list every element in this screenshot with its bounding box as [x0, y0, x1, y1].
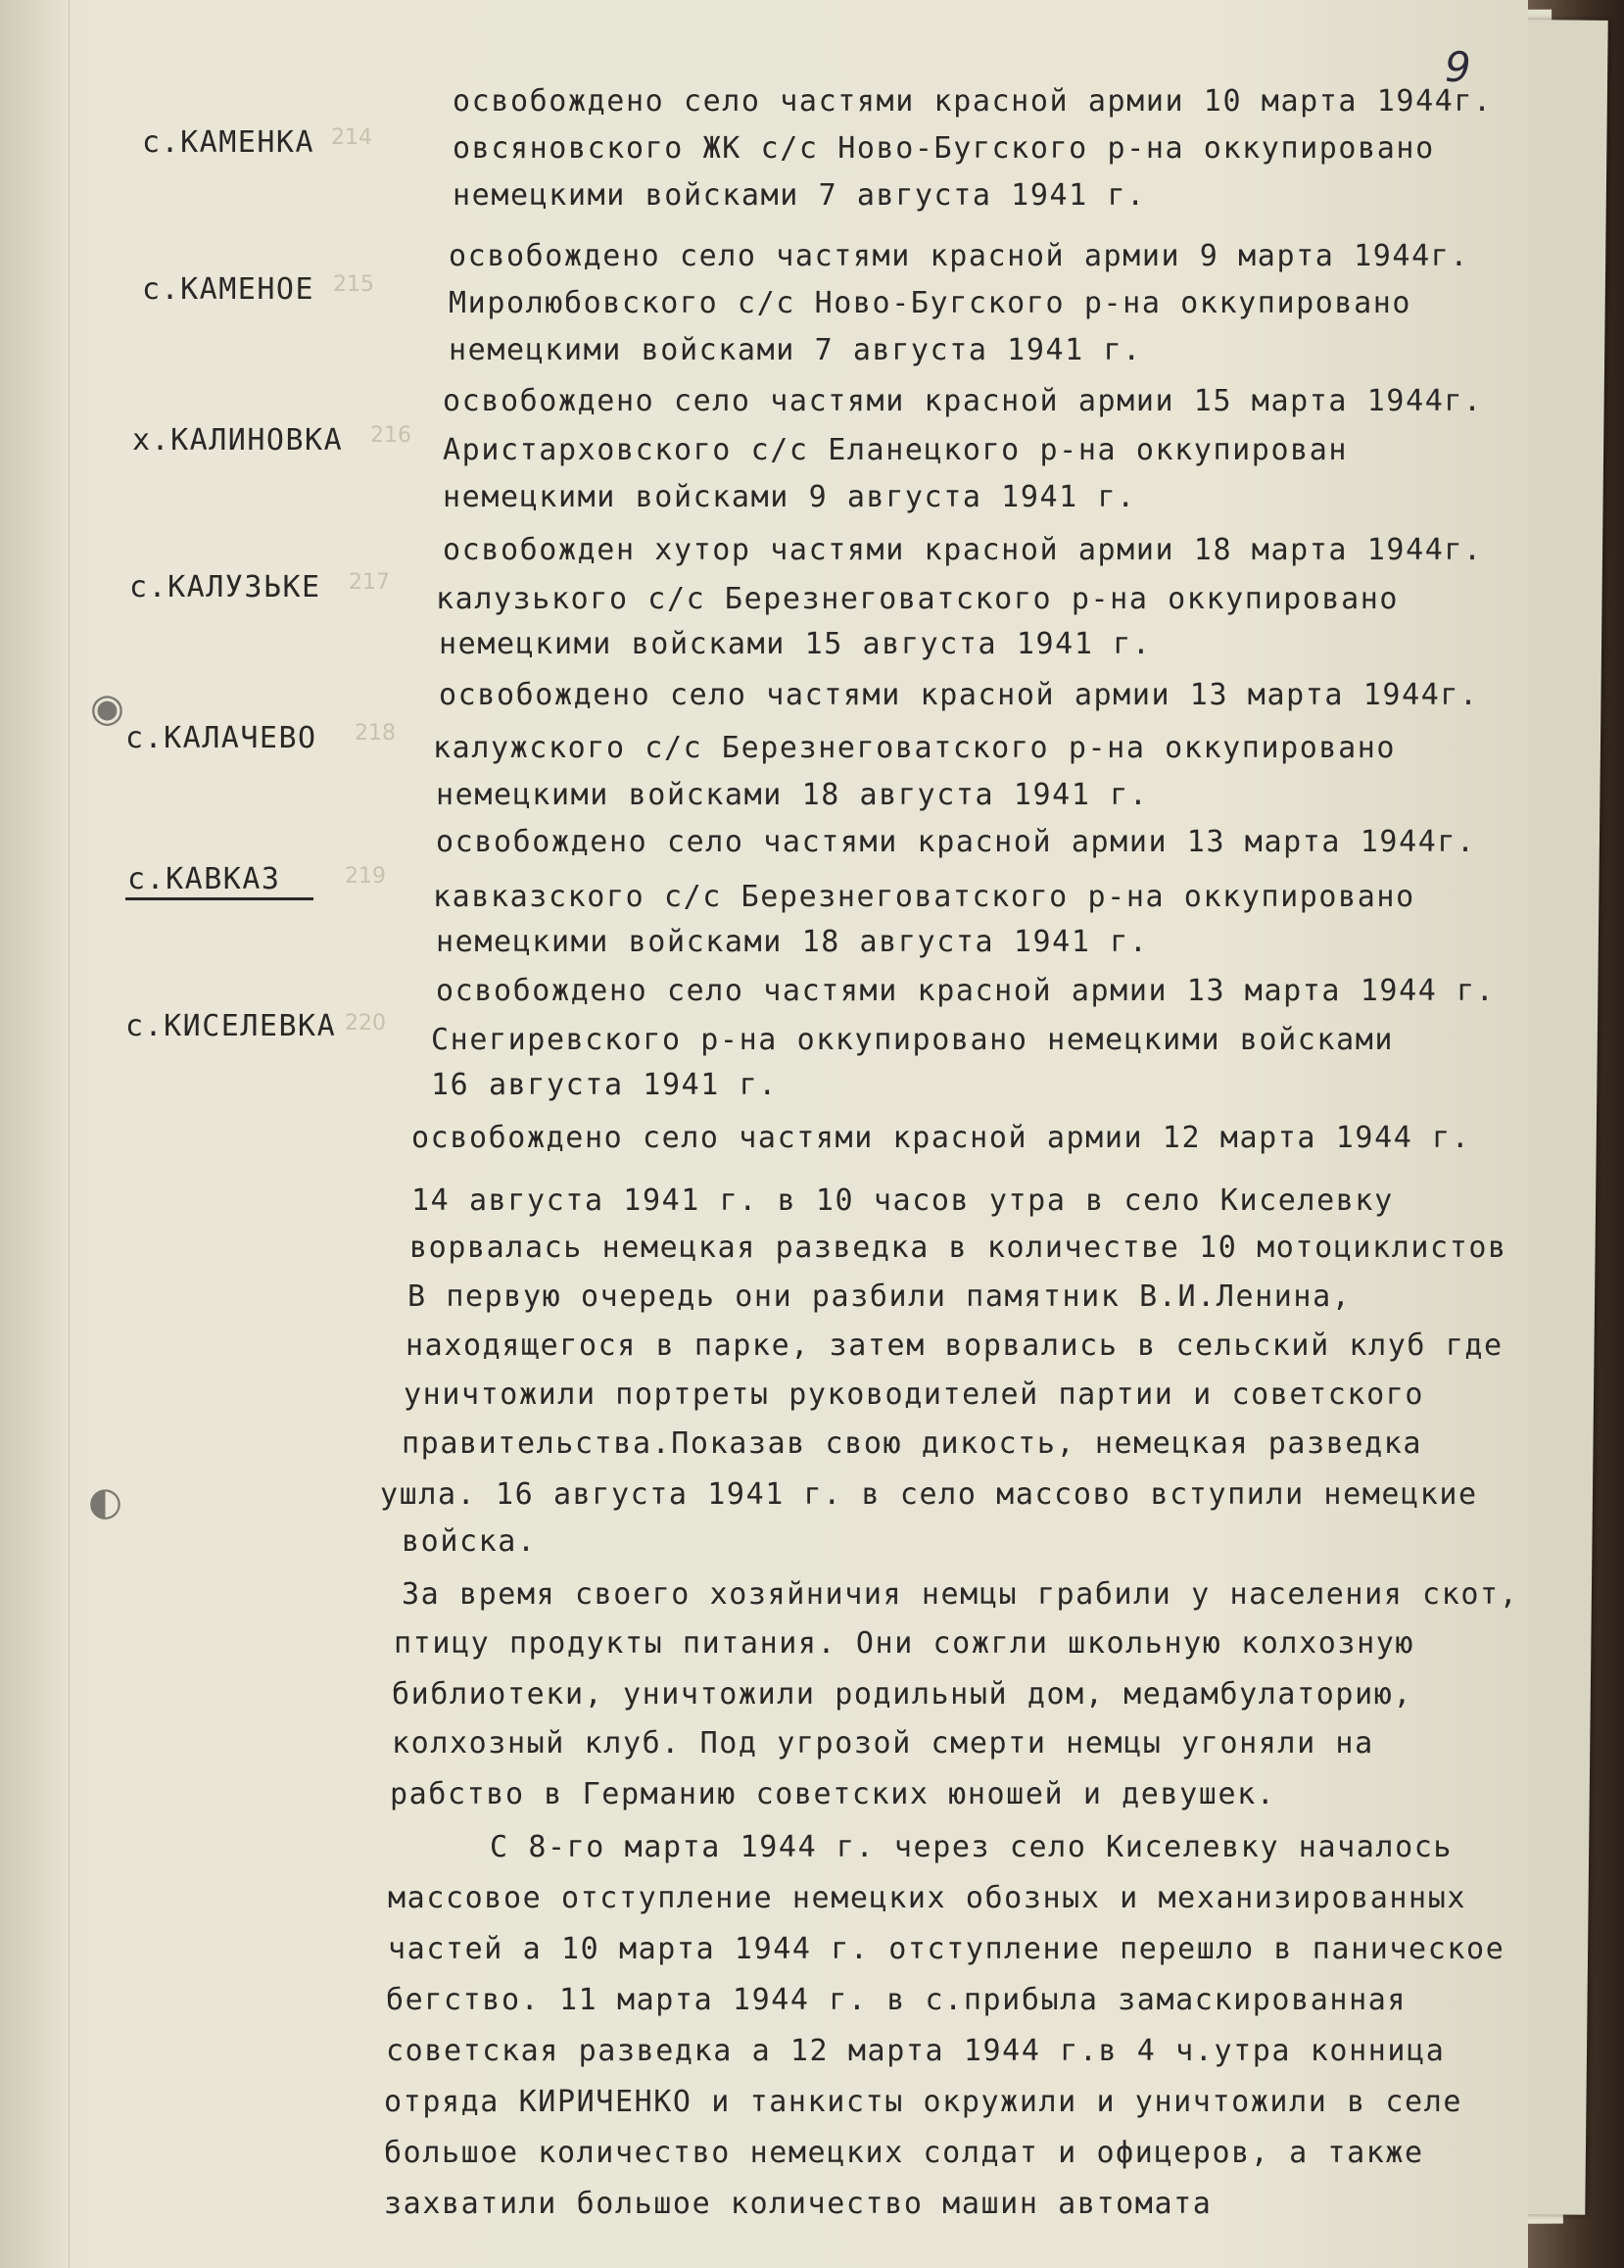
entry-line: освобождено село частями красной армии 12 марта 1944 г. [411, 1121, 1471, 1155]
narrative-line: рабство в Германию советских юношей и девушек. [390, 1777, 1276, 1811]
narrative-line: правительства.Показав свою дикость, немецкая разведка [402, 1426, 1423, 1461]
narrative-line: 14 августа 1941 г. в 10 часов утра в село Киселевку [411, 1183, 1394, 1218]
entry-line: освобождено село частями красной армии 13 марта 1944г. [436, 825, 1476, 859]
village-name: с.КИСЕЛЕВКА [125, 1009, 337, 1043]
entry-line: овсяновского ЖК с/с Ново-Бугского р-на оккупировано [453, 131, 1435, 166]
entry-line: Аристарховского с/с Еланецкого р-на оккупирован [443, 433, 1349, 467]
narrative-line: библиотеки, уничтожили родильный дом, медамбулаторию, [392, 1677, 1413, 1712]
stamp-mark: ◐ [88, 1479, 122, 1524]
margin-number: 216 [370, 423, 411, 448]
margin-number: 217 [349, 570, 390, 595]
village-underline [125, 897, 313, 900]
stamp-mark: ◉ [90, 686, 124, 731]
narrative-line: отряда КИРИЧЕНКО и танкисты окружили и уничтожили в селе [384, 2085, 1463, 2119]
narrative-line: ворвалась немецкая разведка в количестве 10 мотоциклистов [409, 1231, 1507, 1265]
margin-number: 215 [333, 272, 374, 297]
entry-line: освобождено село частями красной армии 10 марта 1944г. [453, 84, 1493, 119]
narrative-line: птицу продукты питания. Они сожгли школьную колхозную [394, 1626, 1415, 1661]
entry-line: освобождено село частями красной армии 9 марта 1944г. [449, 239, 1470, 273]
entry-line: Миролюбовского с/с Ново-Бугского р-на оккупировано [449, 286, 1412, 320]
margin-number: 218 [355, 721, 396, 746]
entry-line: немецкими войсками 7 августа 1941 г. [453, 178, 1146, 213]
narrative-line: большое количество немецких солдат и офицеров, а также [384, 2136, 1424, 2170]
entry-line: немецкими войсками 9 августа 1941 г. [443, 480, 1136, 514]
narrative-line: ушла. 16 августа 1941 г. в село массово вступили немецкие [380, 1477, 1478, 1512]
entry-line: Снегиревского р-на оккупировано немецкими войсками [431, 1023, 1395, 1057]
entry-line: калузького с/с Березнеговатского р-на оккупировано [436, 582, 1400, 616]
entry-line: немецкими войсками 15 августа 1941 г. [439, 627, 1152, 661]
narrative-line: советская разведка а 12 марта 1944 г.в 4 ч.утра конница [386, 2034, 1446, 2068]
entry-line: освобождено село частями красной армии 15 марта 1944г. [443, 384, 1483, 418]
margin-number: 219 [345, 864, 386, 889]
village-name: с.КАЛУЗЬКЕ [129, 570, 321, 604]
narrative-line: находящегося в парке, затем ворвались в сельский клуб где [406, 1328, 1504, 1363]
entry-line: кавказского с/с Березнеговатского р-на оккупировано [433, 880, 1415, 914]
village-name: с.КАМЕНКА [142, 125, 315, 160]
village-name: с.КАВКАЗ [127, 862, 281, 896]
margin-number: 220 [345, 1011, 386, 1036]
village-name: х.КАЛИНОВКА [132, 423, 344, 458]
narrative-line: массовое отступление немецких обозных и механизированных [388, 1881, 1467, 1915]
narrative-line: За время своего хозяйничия немцы грабили у населения скот, [402, 1577, 1519, 1612]
entry-line: немецкими войсками 18 августа 1941 г. [436, 925, 1149, 959]
binding-margin [0, 0, 70, 2268]
narrative-line: захватили большое количество машин автомата [384, 2187, 1213, 2221]
entry-line: освобождено село частями красной армии 13 марта 1944г. [439, 678, 1479, 712]
village-name: с.КАМЕНОЕ [142, 272, 315, 307]
entry-line: 16 августа 1941 г. [431, 1068, 778, 1102]
page-number: 9 [1445, 43, 1471, 91]
entry-line: калужского с/с Березнеговатского р-на оккупировано [433, 731, 1397, 765]
narrative-line: частей а 10 марта 1944 г. отступление перешло в паническое [388, 1932, 1505, 1966]
entry-line: освобождено село частями красной армии 13 марта 1944 г. [436, 974, 1496, 1008]
narrative-line: бегство. 11 марта 1944 г. в с.прибыла замаскированная [386, 1983, 1408, 2017]
narrative-line: войска. [402, 1524, 537, 1559]
narrative-line: уничтожили портреты руководителей партии и советского [404, 1377, 1425, 1412]
entry-line: немецкими войсками 18 августа 1941 г. [436, 778, 1149, 812]
narrative-line: В первую очередь они разбили памятник В.И.Ленина, [407, 1279, 1352, 1314]
margin-number: 214 [331, 125, 372, 150]
entry-line: немецкими войсками 7 августа 1941 г. [449, 333, 1142, 367]
narrative-line: С 8-го марта 1944 г. через село Киселевку началось [490, 1830, 1454, 1864]
entry-line: освобожден хутор частями красной армии 18 марта 1944г. [443, 533, 1483, 567]
narrative-line: колхозный клуб. Под угрозой смерти немцы угоняли на [392, 1726, 1374, 1761]
village-name: с.КАЛАЧЕВО [125, 721, 317, 755]
